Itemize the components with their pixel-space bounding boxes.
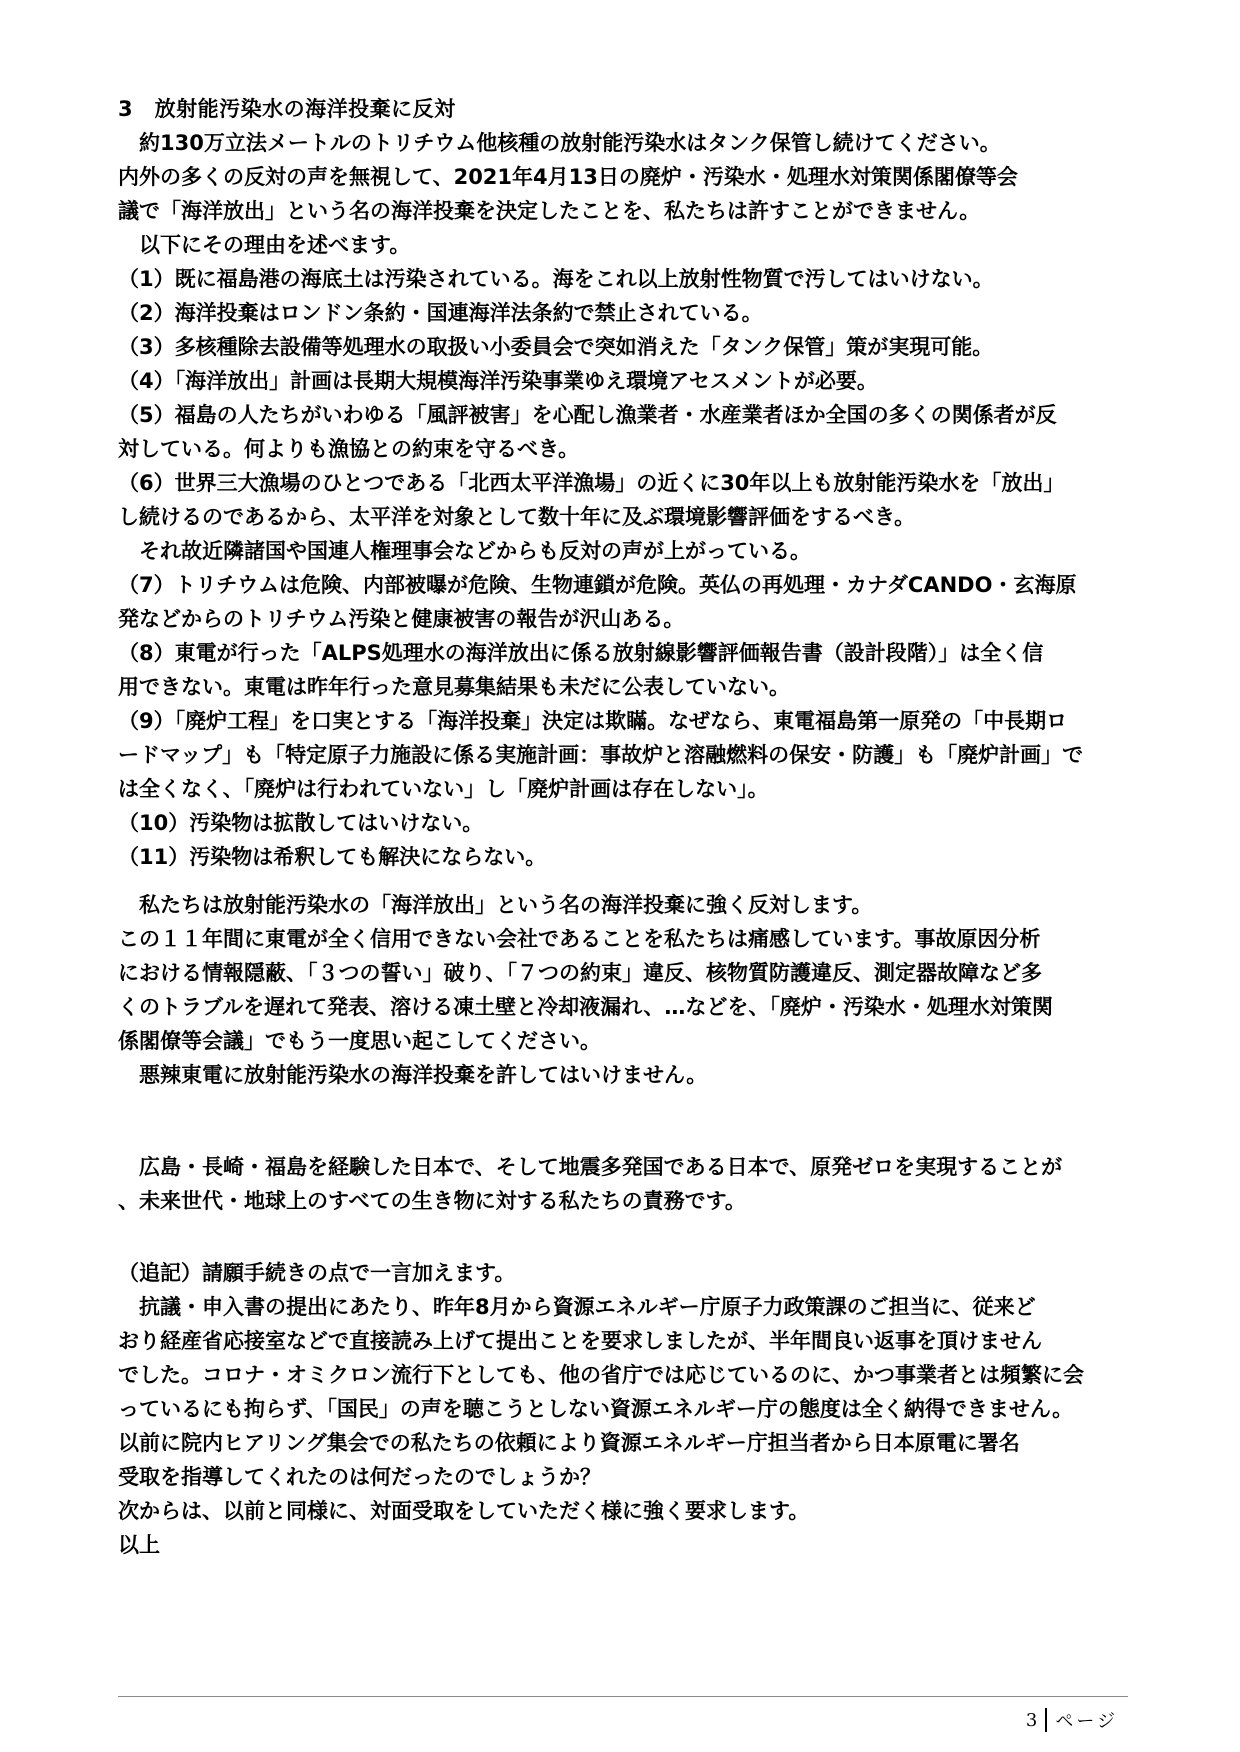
paragraph-line: この１１年間に東電が全く信用できない会社であることを私たちは痛感しています。事故原因分析 — [118, 927, 1041, 951]
reason-item-7-cont: 発などからのトリチウム汚染と健康被害の報告が沢山ある。 — [118, 607, 685, 631]
paragraph-line: おり経産省応接室などで直接読み上げて提出ことを要求しましたが、半年間良い返事を頂けません — [118, 1329, 1042, 1353]
paragraph-line: 悪辣東電に放射能汚染水の海洋投棄を許してはいけません。 — [118, 1063, 708, 1087]
reason-item-3: （3）多核種除去設備等処理水の取扱い小委員会で突如消えた「タンク保管」策が実現可能。 — [118, 335, 994, 359]
reason-item-9-cont: ードマップ」も「特定原子力施設に係る実施計画：事故炉と溶融燃料の保安・防護」も「廃炉計画」で — [118, 743, 1084, 767]
spacer — [118, 1092, 1128, 1150]
paragraph-line: 約130万立法メートルのトリチウム他核種の放射能汚染水はタンク保管し続けてください。 — [118, 131, 1001, 155]
postscript-heading: （追記）請願手続きの点で一言加えます。 — [118, 1261, 516, 1285]
reason-item-8: （8）東電が行った「ALPS処理水の海洋放出に係る放射線影響評価報告書（設計段階）」は全く信 — [118, 641, 1044, 665]
section-postscript — [118, 1256, 1128, 1562]
paragraph-line: それ故近隣諸国や国連人権理事会などからも反対の声が上がっている。 — [118, 539, 811, 563]
paragraph-line: 、未来世代・地球上のすべての生き物に対する私たちの責務です。 — [118, 1189, 746, 1213]
paragraph-line: 内外の多くの反対の声を無視して、2021年4月13日の廃炉・汚染水・処理水対策関係閣僚等会 — [118, 165, 1018, 189]
reason-item-7: （7）トリチウムは危険、内部被曝が危険、生物連鎖が危険。英仏の再処理・カナダCANDO・玄海原 — [118, 573, 1077, 597]
paragraph-line: 広島・長崎・福島を経験した日本で、そして地震多発国である日本で、原発ゼロを実現することが — [118, 1155, 1063, 1179]
page-label: ページ — [1055, 1711, 1118, 1732]
section-reasons — [118, 126, 1128, 874]
paragraph-line: 次からは、以前と同様に、対面受取をしていただく様に強く要求します。 — [118, 1499, 810, 1523]
reason-item-2: （2）海洋投棄はロンドン条約・国連海洋法条約で禁止されている。 — [118, 301, 763, 325]
paragraph-line: 議で「海洋放出」という名の海洋投棄を決定したことを、私たちは許すことができません。 — [118, 199, 981, 223]
page-number: 3 — [1025, 1709, 1038, 1731]
reason-item-1: （1）既に福島港の海底土は汚染されている。海をこれ以上放射性物質で汚してはいけない。 — [118, 267, 994, 291]
paragraph-line: 私たちは放射能汚染水の「海洋放出」という名の海洋投棄に強く反対します。 — [118, 893, 873, 917]
paragraph-line: 受取を指導してくれたのは何だったのでしょうか？ — [118, 1465, 601, 1489]
reason-item-9-cont: は全くなく、「廃炉は行われていない」し「廃炉計画は存在しない」。 — [118, 777, 769, 801]
page-number-divider — [1045, 1708, 1047, 1732]
section-heading: 3 放射能汚染水の海洋投棄に反対 — [118, 97, 456, 121]
paragraph-line: 抗議・申入書の提出にあたり、昨年8月から資源エネルギー庁原子力政策課のご担当に、従来ど — [118, 1295, 1036, 1319]
closing-text: 以上 — [118, 1533, 160, 1557]
reason-item-11: （11）汚染物は希釈しても解決にならない。 — [118, 845, 547, 869]
reason-item-5-cont: 対している。何よりも漁協との約束を守るべき。 — [118, 437, 580, 461]
page-number-block — [1026, 1707, 1118, 1733]
paragraph-line: における情報隠蔽、「３つの誓い」破り、「７つの約束」違反、核物質防護違反、測定器故障など多 — [118, 961, 1042, 985]
reason-item-5: （5）福島の人たちがいわゆる「風評被害」を心配し漁業者・水産業者ほか全国の多くの関係者が反 — [118, 403, 1057, 427]
section-nuclear-zero — [118, 1150, 1128, 1218]
reason-item-4: （4）「海洋放出」計画は長期大規模海洋汚染事業ゆえ環境アセスメントが必要。 — [118, 369, 878, 393]
spacer — [118, 874, 1128, 888]
reason-item-10: （10）汚染物は拡散してはいけない。 — [118, 811, 484, 835]
paragraph-line: 以下にその理由を述べます。 — [118, 233, 411, 257]
reason-item-9: （9）「廃炉工程」を口実とする「海洋投棄」決定は欺瞞。なぜなら、東電福島第一原発の「中長期ロ — [118, 709, 1068, 733]
spacer — [118, 1218, 1128, 1256]
reason-item-8-cont: 用できない。東電は昨年行った意見募集結果も未だに公表していない。 — [118, 675, 790, 699]
document-body — [118, 92, 1128, 1562]
paragraph-line: くのトラブルを遅れて発表、溶ける凍土壁と冷却液漏れ、…などを、「廃炉・汚染水・処理水対策関 — [118, 995, 1053, 1019]
reason-item-6-cont: し続けるのであるから、太平洋を対象として数十年に及ぶ環境影響評価をするべき。 — [118, 505, 916, 529]
reason-item-6: （6）世界三大漁場のひとつである「北西太平洋漁場」の近くに30年以上も放射能汚染水を「放出」 — [118, 471, 1065, 495]
paragraph-line: っているにも拘らず、「国民」の声を聴こうとしない資源エネルギー庁の態度は全く納得できません。 — [118, 1397, 1074, 1421]
paragraph-line: でした。コロナ・オミクロン流行下としても、他の省庁では応じているのに、かつ事業者とは頻繁に会 — [118, 1363, 1084, 1387]
page-footer — [118, 1696, 1128, 1747]
section-opposition — [118, 888, 1128, 1092]
paragraph-line: 以前に院内ヒアリング集会での私たちの依頼により資源エネルギー庁担当者から日本原電に署名 — [118, 1431, 1020, 1455]
paragraph-line: 係閣僚等会議」でもう一度思い起こしてください。 — [118, 1029, 601, 1053]
